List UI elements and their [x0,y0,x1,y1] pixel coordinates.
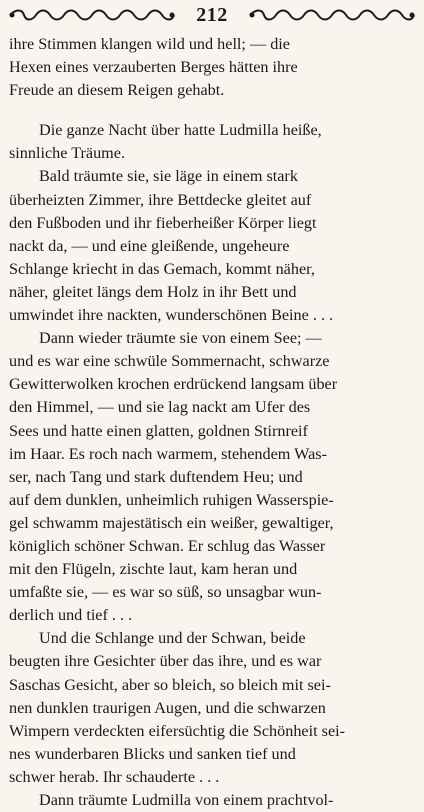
text-line: Gewitterwolken krochen erdrückend langsam über [9,375,338,394]
ornament-left-icon [8,8,176,22]
text-line: umfaßte sie, — es war so süß, so unsagbar wun- [9,583,322,602]
text-line: Sees und hatte einen glatten, goldnen Stirnreif [9,421,308,440]
text-line: sinnliche Träume. [9,144,126,163]
text-line: ihre Stimmen klangen wild und hell; — die [9,35,290,53]
text-line: und es war eine schwüle Sommernacht, schwarze [9,352,330,371]
page-header [8,2,416,28]
text-line: gel schwamm majestätisch ein weißer, gewaltiger, [9,513,334,532]
paragraph-4 [9,327,414,627]
text-line: ser, nach Tang und stark duftendem Heu; und [9,467,303,486]
text-line: Die ganze Nacht über hatte Ludmilla heiße, [39,121,322,140]
text-line: Wimpern verdeckten eifersüchtig die Schönheit sei- [9,721,346,740]
text-line: im Haar. Es roch nach warmem, stehendem Was- [9,444,327,463]
text-line: auf dem dunklen, unheimlich ruhigen Wasserspie- [9,490,334,509]
text-line: derlich und tief . . . [9,606,133,625]
text-line: Und die Schlange und der Schwan, beide [39,629,306,648]
paragraph-6 [9,789,414,812]
ornament-right-icon [248,8,416,22]
text-line: beugten ihre Gesichter über das ihre, und es war [9,652,322,671]
text-line: den Himmel, — und sie lag nackt am Ufer des [9,398,311,417]
page-number: 212 [196,3,228,26]
text-line: schwer herab. Ihr schauderte . . . [9,767,220,786]
paragraph-1 [9,33,414,102]
text-line: Dann wieder träumte sie von einem See; — [39,329,322,348]
text-line: Saschas Gesicht, aber so bleich, so bleich mit sei- [9,675,331,694]
text-line: nackt da, — und eine gleißende, ungeheure [9,236,290,255]
paragraph-3 [9,165,414,327]
paragraph-5 [9,627,414,789]
text-line: Freude an diesem Reigen gehabt. [9,81,225,100]
paragraph-2 [9,119,414,165]
text-line: königlich schöner Schwan. Er schlug das Wasser [9,536,326,555]
text-line: mit den Flügeln, zischte laut, kam heran und [9,560,298,579]
text-line: umwindet ihre nackten, wunderschönen Beine . . . [9,306,334,325]
text-line: Dann träumte Ludmilla von einem prachtvol- [39,791,334,809]
body-text [9,33,414,812]
text-line: Bald träumte sie, sie läge in einem stark [39,167,298,186]
text-line: überheizten Zimmer, ihre Bettdecke gleitet auf [9,190,312,209]
text-line: näher, gleitet längs dem Holz in ihr Bett und [9,282,297,301]
text-line: nes wunderbaren Blicks und sanken tief und [9,744,296,763]
text-line: Hexen eines verzauberten Berges hätten ihre [9,58,298,77]
text-line: Schlange kriecht in das Gemach, kommt näher, [9,259,315,278]
text-line: den Fußboden und ihr fieberheißer Körper liegt [9,213,317,232]
text-line: nen dunklen traurigen Augen, und die schwarzen [9,698,326,717]
